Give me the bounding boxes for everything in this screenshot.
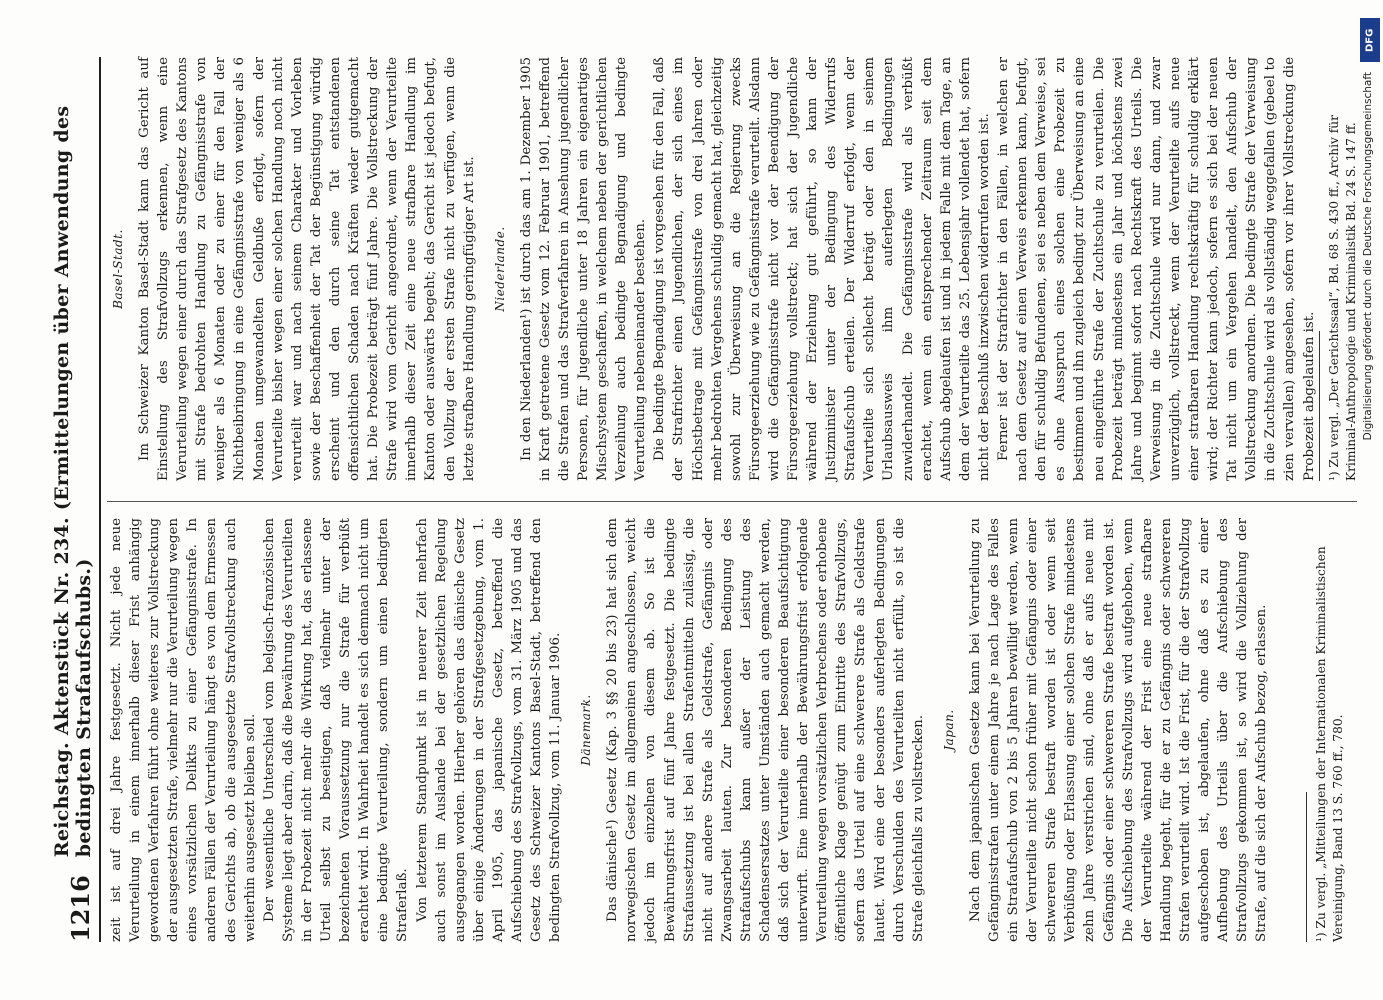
footnote: ¹) Zu vergl. „Mitteilungen der Internationalen Kriminalistischen Vereinigung, Band 13 S. 760 ff., 780. [1314, 546, 1345, 942]
page-title: Reichstag. Aktenstück Nr. 234. (Ermittelungen über Anwendung des bedingten Strafaufschubs.) [51, 105, 95, 858]
left-column [107, 501, 1357, 942]
digitization-stamp [1358, 10, 1382, 980]
paragraph: zeit ist auf drei Jahre festgesetzt. Nicht jede neue Verurteilung in einem innerhalb dieser Frist anhängig gewordenen Verfahren führt ohne weiteres zur Vollstreckung der ausgesetzten Strafe, vielmehr nur die Verurteilung wegen eines vorsätzlichen Delikts zu einer Gefängnisstrafe. In anderen Fällen der Verurteilung hängt es von dem Ermessen des Gerichts ab, ob die ausgesetzte Strafvollstreckung auch weiterhin ausgesetzt bleiben soll. [109, 518, 258, 942]
footnote: ¹) Zu vergl. „Der Gerichtssaal“, Bd. 68 S. 430 ff., Archiv für Kriminal-Anthropologie und Kriminalistik Bd. 24 S. 147 ff. [1326, 115, 1358, 481]
document-page [51, 47, 1358, 952]
paragraph: Der wesentliche Unterschied vom belgisch-französischen Systeme liegt aber darin, daß die Bewährung des Verurteilten in der Probezeit nicht mehr die Wirkung hat, das erlassene Urteil selbst zu beseitigen, daß vielmehr unter der bezeichneten Voraussetzung nur die Strafe für verbüßt erachtet wird. In Wahrheit handelt es sich demnach nicht um eine bedingte Verurteilung, sondern um einen bedingten Straferlaß. [261, 518, 411, 942]
page-header [51, 57, 101, 942]
section-heading-netherlands: Niederlande. [492, 226, 507, 312]
page-number: 1216 [66, 875, 95, 942]
paragraph: Die bedingte Begnadigung ist vorgesehen für den Fall, daß der Strafrichter einen Jugendlichen, der sich eines im Höchstbetrage mit Gefängnisstrafe von drei Jahren oder mehr bedrohten Vergehens schuldig gemacht hat, gleichzeitig sowohl zur Überweisung an die Regierung zwecks Fürsorgeerziehung wie zu Gefängnisstrafe verurteilt. Alsdann wird die Gefängnisstrafe nicht vor der Beendigung der Fürsorgeerziehung vollstreckt; hat sich der Jugendliche während der Erziehung gut geführt, so kann der Justizminister unter der Bedingung des Widerrufs Strafaufschub erteilen. Der Widerruf erfolgt, wenn der Verurteilte sich schlecht beträgt oder den in seinem Urlaubsausweis ihm auferlegten Bedingungen zuwiderhandelt. Die Gefängnisstrafe wird als verbüßt erachtet, wenn ein entsprechender Zeitraum seit dem Aufschub abgelaufen ist und in jedem Falle mit dem Tage, an dem der Verurteilte das 25. Lebensjahr vollendet hat, sofern nicht der Beschluß inzwischen widerrufen worden ist. [652, 57, 992, 481]
digitization-credit: Digitalisierung gefördert durch die Deutsche Forschungsgemeinschaft [1362, 72, 1374, 441]
right-column [107, 57, 1357, 481]
paragraph: Im Schweizer Kanton Basel-Stadt kann das Gericht auf Einstellung des Strafvollzugs erkennen, wenn eine Verurteilung wegen einer durch das Strafgesetz des Kantons mit Strafe bedrohten Handlung zu Gefängnisstrafe von weniger als 6 Monaten oder zu einer für den Fall der Nichtbeibringung in eine Gefängnisstrafe von weniger als 6 Monaten umgewandelten Geldbuße erfolgt, sofern der Verurteilte bisher wegen einer solchen Handlung noch nicht verurteilt war und nach seinem Charakter und Vorleben sowie der Beschaffenheit der Tat der Begünstigung würdig erscheint und den durch seine Tat entstandenen offensichtlichen Schaden nach Kräften wieder gutgemacht hat. Die Probezeit beträgt fünf Jahre. Die Vollstreckung der Strafe wird vom Gericht angeordnet, wenn der Verurteilte innerhalb dieser Zeit eine neue strafbare Handlung im Kanton oder auswärts begeht; das Gericht ist jedoch befugt, den Vollzug der ersten Strafe nicht zu verfügen, wenn die letzte strafbare Handlung geringfügiger Art ist. [137, 57, 477, 481]
section-heading-basel: Basel-Stadt. [111, 229, 125, 309]
section-heading-denmark: Dänemark. [579, 694, 594, 766]
paragraph: Nach dem japanischen Gesetze kann bei Verurteilung zu Gefängnisstrafen unter einem Jahre je nach Lage des Falles ein Strafaufschub von 2 bis 5 Jahren bewilligt werden, wenn der Verurteilte nicht schon früher mit Gefängnis oder einer schwereren Strafe bestraft worden ist oder wenn seit Verbüßung oder Erlassung einer solchen Strafe mindestens zehn Jahre verstrichen sind, ohne daß er aufs neue mit Gefängnis oder einer schwereren Strafe bestraft worden ist. Die Aufschiebung des Strafvollzugs wird aufgehoben, wenn der Verurteilte während der Frist eine neue strafbare Handlung begeht, für die er zu Gefängnis oder schwereren Strafen verurteilt wird. Ist die Frist, für die der Strafvollzug aufgeschoben ist, abgelaufen, ohne daß es zu einer Aufhebung des Urteils über die Aufschiebung des Strafvollzugs gekommen ist, so wird die Vollziehung der Strafe, auf die sich der Aufschub bezog, erlassen. [967, 518, 1270, 942]
paragraph: In den Niederlanden¹) ist durch das am 1. Dezember 1905 in Kraft getretene Gesetz vom 12. Februar 1901, betreffend die Strafen und das Strafverfahren in Ansehung jugendlicher Personen, für Jugendliche unter 18 Jahren ein eigenartiges Mischsystem geschaffen, in welchem neben der gerichtlichen Verzeihung auch bedingte Begnadigung und bedingte Verurteilung nebeneinander bestehen. [518, 57, 649, 481]
footnote-rule [1306, 792, 1307, 942]
dfg-logo: DFG [1360, 18, 1380, 62]
paragraph: Das dänische¹) Gesetz (Kap. 3 §§ 20 bis 23) hat sich dem norwegischen Gesetz im allgemeinen angeschlossen, weicht jedoch im einzelnen von diesem ab. So ist die Bewährungsfrist auf fünf Jahre festgesetzt. Die bedingte Strafaussetzung ist bei allen Strafentmitteln zulässig, die nicht auf andere Strafe als Geldstrafe, Gefängnis oder Zwangsarbeit lauten. Zur besonderen Bedingung des Strafaufschubs kann außer der Leistung des Schadensersatzes unter Umständen auch gemacht werden, daß sich der Verurteilte einer besonderen Beaufsichtigung unterwirft. Eine innerhalb der Bewährungsfrist erfolgende Verurteilung wegen vorsätzlichen Verbrechens oder erhobene öffentliche Klage genügt zum Eintritte des Strafvollzugs, sofern das Urteil auf eine schwerere Strafe als Geldstrafe lautet. Wird eine der besonders auferlegten Bedingungen durch Verschulden des Verurteilten nicht erfüllt, so ist die Strafe gleichfalls zu vollstrecken. [605, 518, 926, 942]
footnote-rule [1319, 331, 1320, 481]
section-heading-japan: Japan. [941, 709, 956, 751]
paragraph: Ferner ist der Strafrichter in den Fällen, in welchen er nach dem Gesetz auf einen Verweis erkennen kann, befugt, den für schuldig Befundenen, sei es neben dem Verweise, sei es ohne Ausspruch eines solchen eine Probezeit zu bestimmen und ihn zugleich bedingt zur Überweisung an eine neu eingeführte Strafe der Zuchtschule zu verurteilen. Die Probezeit beträgt mindestens ein Jahr und höchstens zwei Jahre und beginnt sofort nach Rechtskraft des Urteils. Die Verweisung in die Zuchtschule wird nur dann, und zwar unverzüglich, vollstreckt, wenn der Verurteilte aufs neue einer strafbaren Handlung rechtskräftig für schuldig erklärt wird; der Richter kann jedoch, sofern es sich bei der neuen Tat nicht um ein Vergehen handelt, den Aufschub der Vollstreckung anordnen. Die bedingte Strafe der Verweisung in die Zuchtschule wird als vollständig weggefallen (gebeel to zien vervallen) angesehen, sofern vor ihrer Vollstreckung die Probezeit abgelaufen ist. [996, 57, 1317, 481]
paragraph: Von letzterem Standpunkt ist in neuerer Zeit mehrfach auch sonst im Auslande bei der gesetzlichen Regelung ausgegangen worden. Hierher gehören das dänische Gesetz über einige Änderungen in der Strafgesetzgebung, vom 1. April 1905, das japanische Gesetz, betreffend die Aufschiebung des Strafvollzugs, vom 31. März 1905 und das Gesetz des Schweizer Kantons Basel-Stadt, betreffend den bedingten Strafvollzug, vom 11. Januar 1906. [414, 518, 564, 942]
